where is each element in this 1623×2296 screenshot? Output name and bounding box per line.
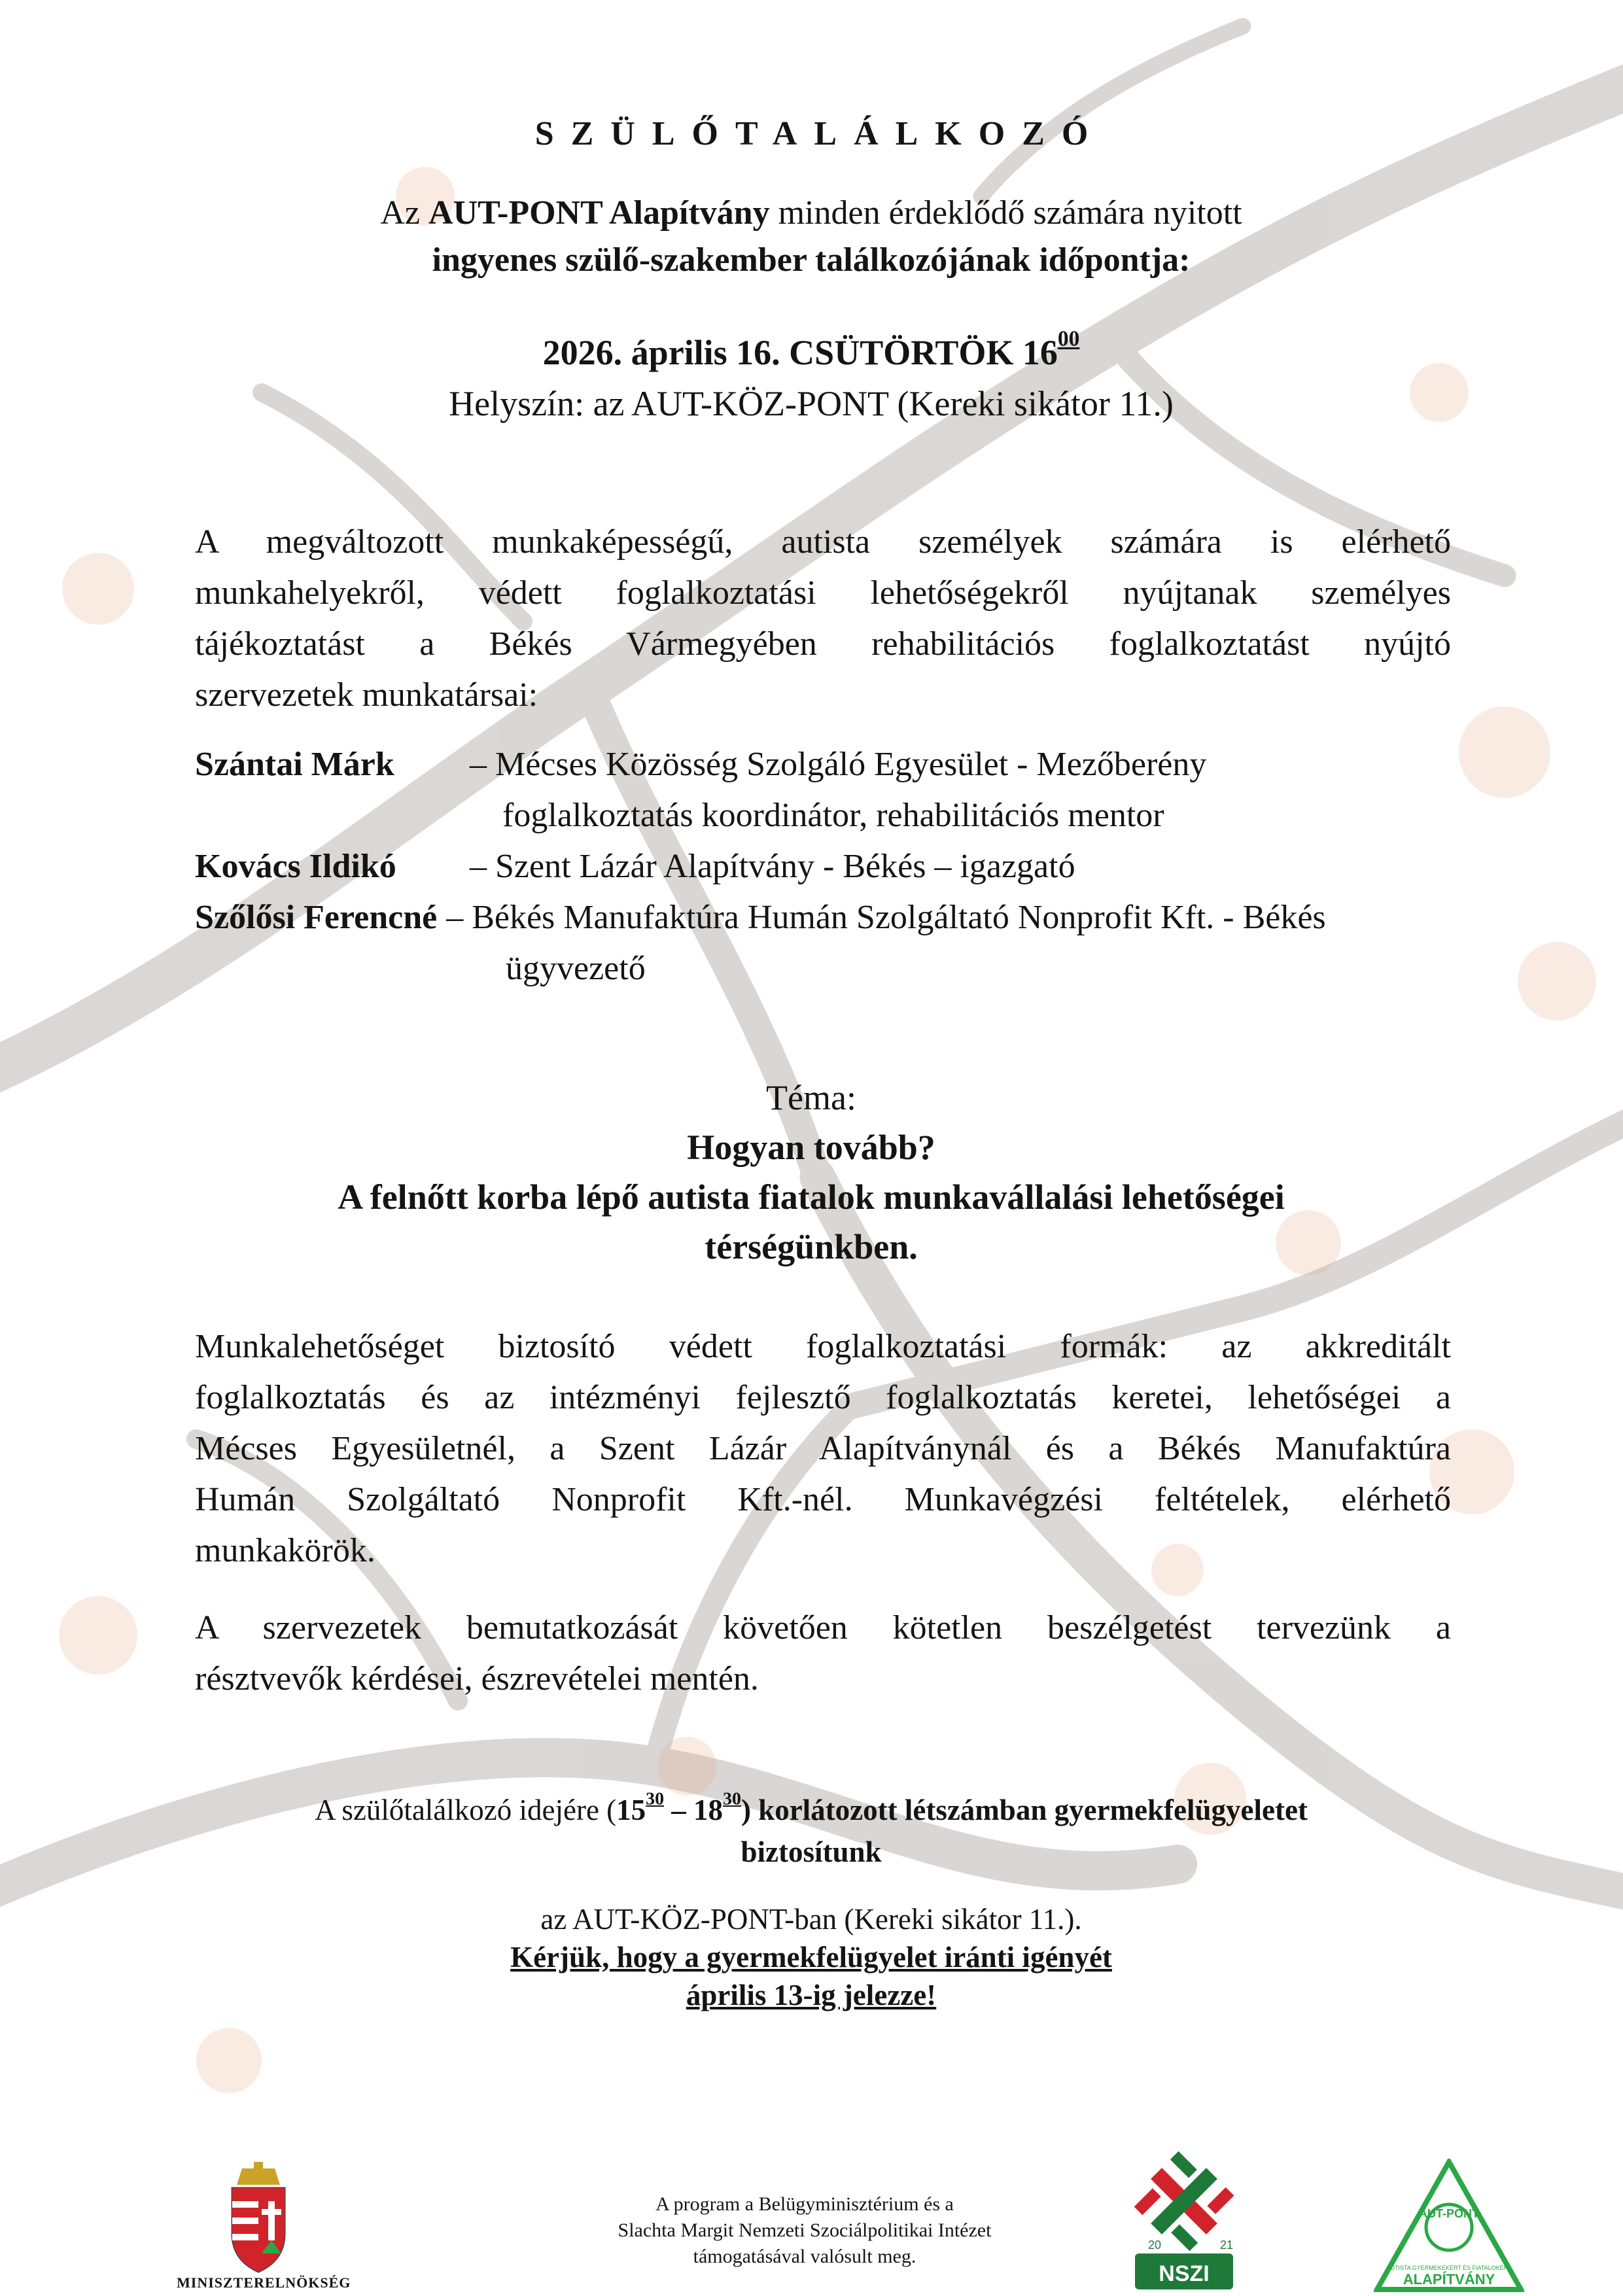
ministry-logo — [177, 2162, 351, 2293]
nszi-emblem-icon — [1122, 2146, 1246, 2293]
presenter-name: Kovács Ildikó — [195, 848, 396, 885]
aut-pont-bottom-text: ALAPÍTVÁNY — [1403, 2271, 1495, 2287]
topic-line — [196, 1122, 1426, 1172]
event-block — [196, 327, 1426, 429]
page-title: SZÜLŐTALÁLKOZÓ — [534, 115, 1106, 152]
presenter-row — [195, 739, 1490, 790]
childcare-suffix-wrap: ) korlátozott létszámban gyermekfelügyeletet — [741, 1794, 1308, 1826]
paragraph-2-line: foglalkoztatás és az intézményi fejlesztő foglalkoztatás keretei, lehetőségei a — [195, 1379, 1451, 1416]
presenters-list — [195, 739, 1490, 994]
support-line: Slachta Margit Nemzeti Szociálpolitikai Intézet — [618, 2219, 992, 2241]
paragraph-1-line: tájékoztatást a Békés Vármegyében rehabilitációs foglalkoztatást nyújtó — [195, 625, 1451, 663]
topic-line-1: Hogyan tovább? — [687, 1128, 935, 1167]
childcare-place: az AUT-KÖZ-PONT-ban (Kereki sikátor 11.). — [540, 1903, 1082, 1936]
ministry-caption: MINISZTERELNÖKSÉG — [177, 2274, 351, 2291]
childcare-line-2-text: biztosítunk — [741, 1835, 882, 1868]
paragraph-3-line: résztvevők kérdései, észrevételei mentén. — [195, 1660, 759, 1697]
childcare-notice — [249, 1789, 1374, 1873]
paragraph-1-line: munkahelyekről, védett foglalkoztatási lehetőségekről nyújtanak személyes — [195, 574, 1451, 612]
presenter-role-continued: ügyvezető — [506, 950, 646, 987]
presenter-role: – Békés Manufaktúra Humán Szolgáltató Nonprofit Kft. - Békés — [446, 899, 1326, 936]
paragraph-1-line: szervezetek munkatársai: — [195, 676, 538, 714]
event-time-sup: 00 — [1057, 326, 1080, 351]
hungarian-coat-of-arms-icon — [196, 2162, 321, 2276]
topic-block — [196, 1073, 1426, 1272]
paragraph-1-line: A megváltozott munkaképességű, autista személyek számára is elérhető — [195, 523, 1451, 561]
childcare-line-1 — [249, 1789, 1374, 1831]
support-line: támogatásával valósult meg. — [693, 2246, 916, 2267]
presenter-role: – Szent Lázár Alapítvány - Békés – igazgató — [470, 848, 1075, 885]
presenter-row — [195, 892, 1490, 943]
presenter-role-continued: foglalkoztatás koordinátor, rehabilitációs mentor — [502, 797, 1164, 834]
intro-line-1 — [196, 190, 1426, 237]
paragraph-1 — [195, 517, 1451, 721]
childcare-end-min: 30 — [723, 1788, 741, 1809]
event-date — [196, 327, 1426, 378]
childcare-end-hour: 18 — [693, 1794, 724, 1826]
presenter-row — [195, 841, 1490, 892]
presenter-role: – Mécses Közösség Szolgáló Egyesület - Mezőberény — [470, 746, 1207, 783]
topic-line — [196, 1222, 1426, 1272]
intro-rest: minden érdeklődő számára nyitott — [769, 194, 1242, 232]
paragraph-3 — [195, 1603, 1451, 1705]
childcare-request — [249, 1900, 1374, 2014]
childcare-line-2 — [249, 1831, 1374, 1873]
aut-pont-logo — [1374, 2159, 1524, 2293]
topic-line — [196, 1172, 1426, 1222]
topic-line-2: A felnőtt korba lépő autista fiatalok munkavállalási lehetőségei — [338, 1177, 1285, 1217]
paragraph-2 — [195, 1321, 1451, 1576]
paragraph-2-line: munkakörök. — [195, 1532, 375, 1569]
event-date-text: 2026. április 16. CSÜTÖRTÖK 16 — [542, 333, 1058, 372]
intro-block — [196, 190, 1426, 284]
aut-pont-top-text: AUT-PONT — [1419, 2207, 1479, 2220]
childcare-start-hour: 15 — [616, 1794, 646, 1826]
intro-line-2-text: ingyenes szülő-szakember találkozójának időpontja: — [432, 241, 1191, 279]
intro-prefix: Az — [380, 194, 429, 232]
support-statement — [556, 2191, 1053, 2270]
nszi-year-left: 20 — [1148, 2238, 1162, 2252]
aut-pont-middle-text: AUTISTA GYERMEKEKÉRT ÉS FIATALOKÉRT — [1386, 2265, 1512, 2271]
intro-org: AUT-PONT Alapítvány — [428, 194, 770, 232]
aut-pont-triangle-icon — [1374, 2159, 1524, 2293]
childcare-prefix: A szülőtalálkozó idejére ( — [315, 1794, 617, 1826]
childcare-request-line-1: Kérjük, hogy a gyermekfelügyelet iránti igényét — [510, 1941, 1112, 1974]
childcare-dash: – — [664, 1794, 694, 1826]
paragraph-2-line: Humán Szolgáltató Nonprofit Kft.-nél. Munkavégzési feltételek, elérhető — [195, 1481, 1451, 1518]
nszi-year-right: 21 — [1220, 2238, 1234, 2252]
nszi-logo — [1122, 2146, 1246, 2293]
paragraph-3-line: A szervezetek bemutatkozását követően kötetlen beszélgetést tervezünk a — [195, 1609, 1451, 1646]
support-line: A program a Belügyminisztérium és a — [655, 2193, 954, 2215]
intro-line-2 — [196, 237, 1426, 284]
paragraph-2-line: Munkalehetőséget biztosító védett foglalkoztatási formák: az akkreditált — [195, 1328, 1451, 1365]
childcare-start-min: 30 — [646, 1788, 665, 1809]
paragraph-2-line: Mécses Egyesületnél, a Szent Lázár Alapítványnál és a Békés Manufaktúra — [195, 1430, 1451, 1467]
presenter-name: Szántai Márk — [195, 746, 394, 783]
topic-line-3: térségünkben. — [705, 1227, 918, 1266]
event-location: Helyszín: az AUT-KÖZ-PONT (Kereki sikátor 11.) — [449, 384, 1174, 423]
presenter-name: Szőlősi Ferencné — [195, 899, 438, 936]
topic-label: Téma: — [766, 1078, 856, 1117]
nszi-label: NSZI — [1159, 2261, 1210, 2286]
childcare-request-line-2: április 13-ig jelezze! — [686, 1979, 937, 2011]
